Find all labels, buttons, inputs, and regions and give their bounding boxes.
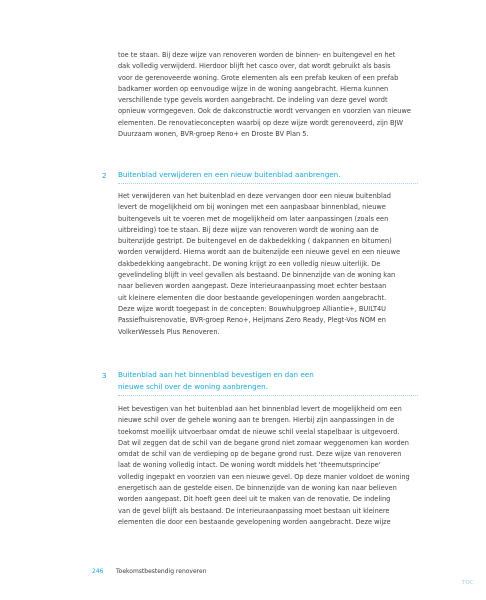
- text-line: Passiefhuisrenovatie, BVR-groep Reno+, Heijmans Zero Ready, Plegt-Vos NOM en: [118, 316, 386, 325]
- text-line: verschillende type gevels worden aangebracht. De indeling van deze gevel wordt: [118, 96, 388, 105]
- section-3-number: 3: [102, 371, 107, 380]
- text-line: omdat de schil van de verdieping op de begane grond rust. Deze wijze van renoveren: [118, 450, 402, 459]
- section-2-paragraph: [118, 191, 448, 338]
- text-line: worden verwijderd. Hierna wordt aan de buitenzijde een nieuwe gevel en een nieuwe: [118, 248, 401, 257]
- text-line: energetisch aan de gestelde eisen. De binnenzijde van de woning kan naar believen: [118, 484, 397, 493]
- text-line: VolkerWessels Plus Renoveren.: [118, 327, 220, 336]
- text-line: worden aangepast. Dit hoeft geen deel uit te maken van de renovatie. De indeling: [118, 495, 391, 504]
- text-line: laat de woning volledig intact. De woning wordt middels het 'theemutsprincipe': [118, 461, 381, 470]
- page-number: 246: [92, 568, 104, 575]
- text-line: naar believen worden aangepast. Deze interieuraanpassing moet echter bestaan: [118, 282, 387, 291]
- text-line: nieuwe schil over de gehele woning aan te brengen. Hierbij zijn aanpassingen in de: [118, 416, 395, 425]
- section-2-number: 2: [102, 171, 107, 180]
- text-line: toekomst moeilijk uitvoerbaar omdat de nieuwe schil veelal stapelbaar is uitgevoerd.: [118, 427, 400, 436]
- text-line: Het bevestigen van het buitenblad aan het binnenblad levert de mogelijkheid om een: [118, 405, 402, 413]
- text-line: voor de gerenoveerde woning. Grote elementen als een prefab keuken of een prefab: [118, 73, 399, 82]
- text-line: levert de mogelijkheid om bij woningen met een aanpasbaar binnenblad, nieuwe: [118, 203, 386, 212]
- text-line: buitenzijde gestript. De buitengevel en de dakbedekking ( dakpannen en bitumen): [118, 237, 392, 246]
- intro-paragraph: [118, 50, 448, 140]
- heading-line: nieuwe schil over de woning aanbrengen.: [118, 382, 268, 391]
- text-line: Dat wil zeggen dat de schil van de begane grond niet zomaar weggenomen kan worden: [118, 438, 409, 447]
- text-line: badkamer worden op eenvoudige wijze in de woning aangebracht. Hierna kunnen: [118, 84, 389, 93]
- text-line: buitengevels uit te voeren met de mogelijkheid om later aanpassingen (zoals een: [118, 214, 389, 223]
- text-line: elementen. De renovatieconcepten waarbij op deze wijze wordt gerenoveerd, zijn BJW: [118, 118, 404, 127]
- heading-line: Buitenblad verwijderen en een nieuw buitenblad aanbrengen.: [118, 170, 341, 179]
- heading-line: Buitenblad aan het binnenblad bevestigen en dan een: [118, 370, 314, 379]
- text-line: dakbedekking aangebracht. De woning krijgt zo een volledig nieuw uiterlijk. De: [118, 259, 381, 268]
- text-line: gevelindeling blijft in veel gevallen als bestaand. De binnenzijde van de woning kan: [118, 271, 396, 280]
- text-line: uitbreiding) toe te staan. Bij deze wijze van renoveren wordt de woning aan de: [118, 225, 379, 234]
- text-line: Het verwijderen van het buitenblad en deze vervangen door een nieuw buitenblad: [118, 192, 391, 200]
- text-line: Duurzaam wonen, BVR-groep Reno+ en Droste BV Plan 5.: [118, 130, 309, 139]
- text-line: volledig ingepakt en voorzien van een nieuwe gevel. Op deze manier voldoet de woning: [118, 472, 410, 481]
- text-line: uit kleinere elementen die door bestaande gevelopeningen worden aangebracht.: [118, 293, 387, 302]
- running-footer-title: Toekomstbestendig renoveren: [116, 568, 207, 575]
- text-line: Deze wijze wordt toegepast in de concepten: Bouwhulpgroep Alliantie+, BUILT4U: [118, 304, 387, 313]
- text-line: dak volledig verwijderd. Hierdoor blijft het casco over, dat wordt gebruikt als basis: [118, 62, 391, 71]
- text-line: toe te staan. Bij deze wijze van renoveren worden de binnen- en buitengevel en het: [118, 51, 396, 59]
- text-line: opnieuw vormgegeven. Ook de dakconstructie wordt vervangen en voorzien van nieuwe: [118, 107, 411, 116]
- section-2-heading: [118, 169, 418, 184]
- section-3-heading: [118, 369, 418, 396]
- section-3-paragraph: [118, 404, 448, 528]
- toc-link[interactable]: TOC: [462, 580, 474, 586]
- text-line: van de gevel blijft als bestaand. De interieuraanpassing moet bestaan uit kleinere: [118, 506, 390, 515]
- text-line: elementen die door een bestaande gevelopening worden aangebracht. Deze wijze: [118, 517, 391, 526]
